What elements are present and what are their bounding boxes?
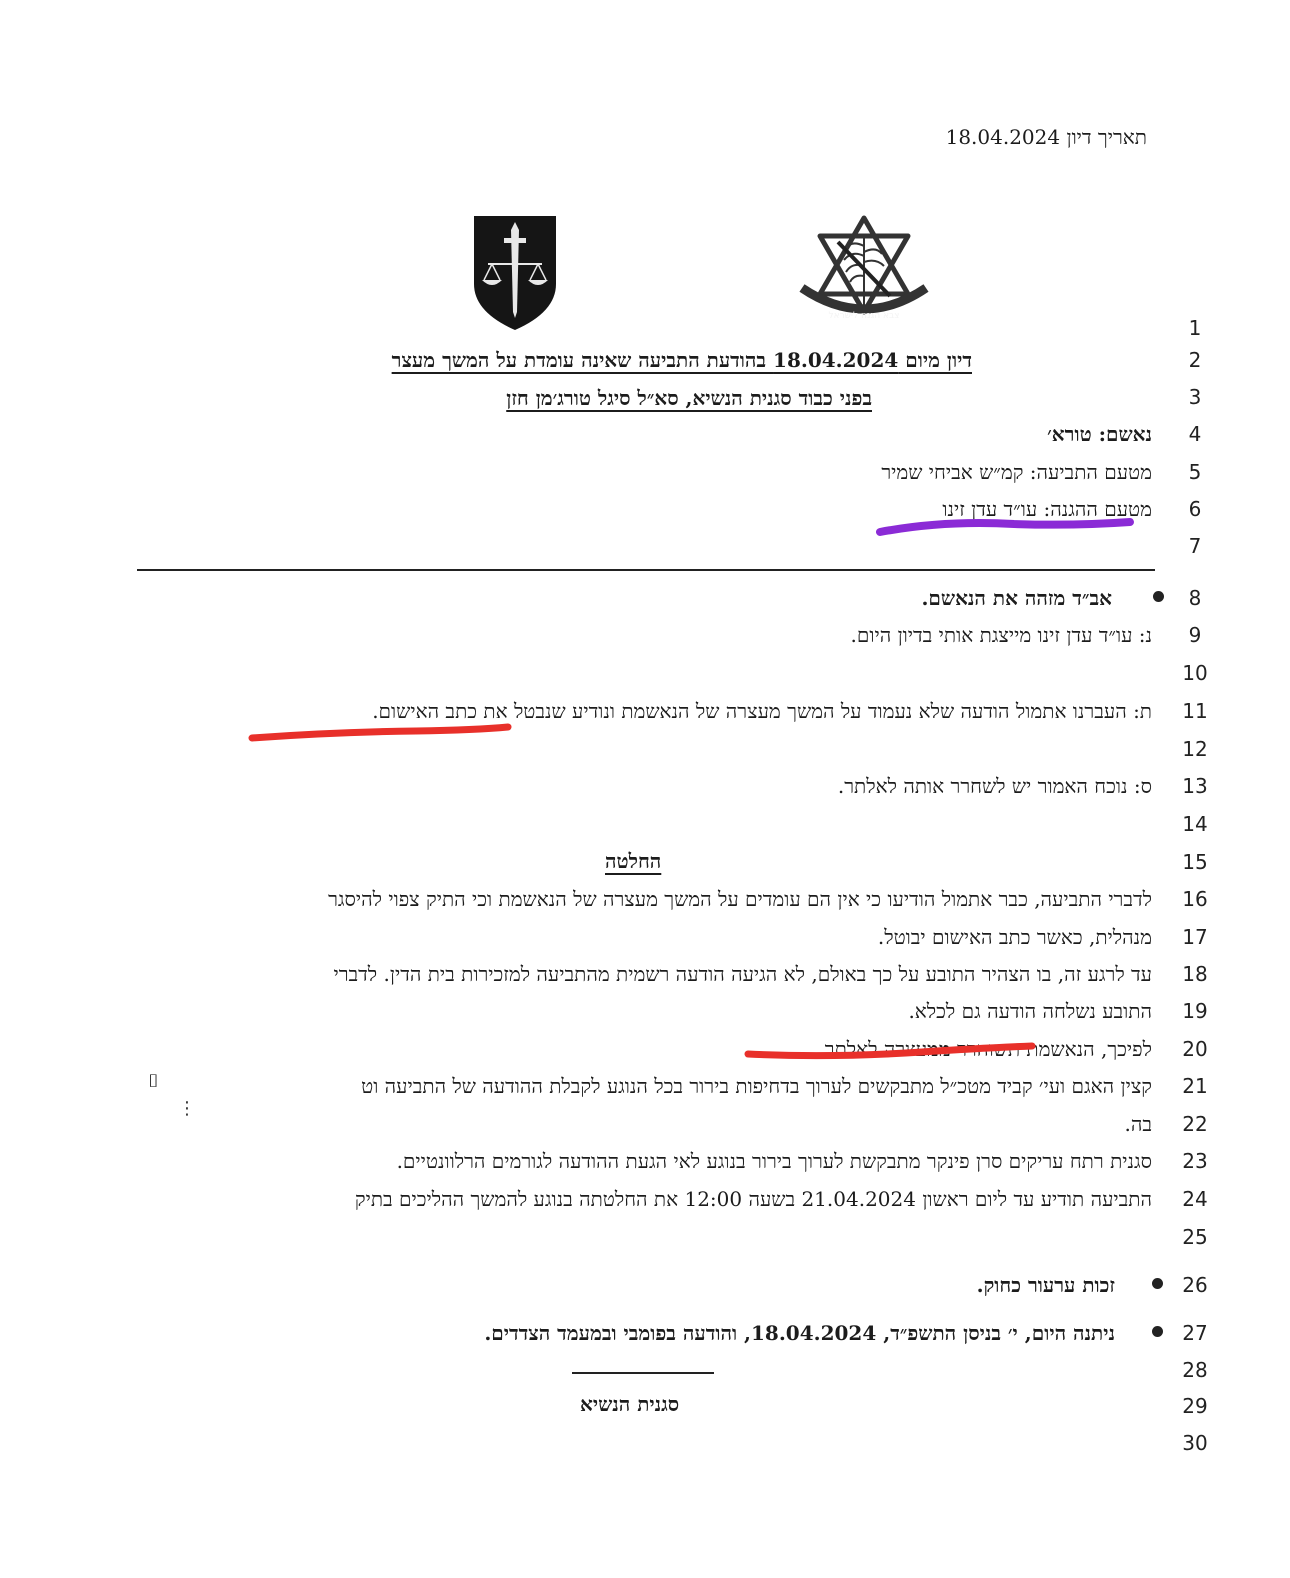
line-number: 25: [1182, 1225, 1208, 1249]
line-number: 22: [1182, 1112, 1208, 1136]
decision-line: בה.: [1124, 1112, 1152, 1136]
line-number: 2: [1188, 348, 1202, 372]
line-number: 8: [1188, 586, 1202, 610]
appeal-line: זכות ערעור כחוק.: [976, 1273, 1115, 1297]
scan-artifact-icon: ⋮: [178, 1098, 196, 1119]
line-number: 21: [1182, 1074, 1208, 1098]
decision-heading: החלטה: [605, 849, 662, 873]
line-number: 11: [1182, 699, 1208, 723]
line-number: 17: [1182, 925, 1208, 949]
decision-line: התובע נשלחה הודעה גם לכלא.: [908, 999, 1152, 1023]
red-highlight-mark: [742, 1040, 1038, 1064]
line-number: 9: [1188, 623, 1202, 647]
line-number: 26: [1182, 1273, 1208, 1297]
line-number: 12: [1182, 737, 1208, 761]
decision-line: לפיכך, הנאשמת תשוחרר ממעצרה לאלתר.: [818, 1037, 1152, 1061]
line-number: 7: [1188, 534, 1202, 558]
judge-line: בפני כבוד סגנית הנשיא, סא״ל סיגל טורג׳מן חזן: [506, 386, 872, 410]
line-number: 13: [1182, 774, 1208, 798]
line-number: 16: [1182, 887, 1208, 911]
line-number: 6: [1188, 497, 1202, 521]
line-number: 4: [1188, 422, 1202, 446]
emblem-text: צבא הגנה לישראל: [828, 311, 900, 321]
hearing-date: תאריך דיון 18.04.2024: [945, 125, 1147, 149]
line-number: 30: [1182, 1431, 1208, 1455]
line-number: 18: [1182, 962, 1208, 986]
line-number: 15: [1182, 850, 1208, 874]
prosecution-statement: ת: העברנו אתמול הודעה שלא נעמוד על המשך מעצרה של הנאשמת ונודיע שנבטל את כתב האישום.: [372, 699, 1152, 723]
decision-line: מנהלית, כאשר כתב האישום יבוטל.: [877, 925, 1152, 949]
decision-line: עד לרגע זה, בו הצהיר התובע על כך באולם, לא הגיעה הודעה רשמית מהתביעה למזכירות בית הדין. לדברי: [333, 962, 1152, 986]
idf-star-emblem: [798, 212, 930, 330]
line-number: 1: [1188, 316, 1202, 340]
line-number: 14: [1182, 812, 1208, 836]
line-number: 3: [1188, 385, 1202, 409]
accused-line: נאשם: טורא׳: [1047, 422, 1152, 446]
decision-line: לדברי התביעה, כבר אתמול הודיעו כי אין הם עומדים על המשך מעצרה של הנאשמת וכי התיק צפוי להיסגר: [328, 887, 1152, 911]
decision-line: סגנית רתח עריקים סרן פינקר מתבקשת לערוך בירור בנוגע לאי הגעת ההודעה לגורמים הרלוונטיים.: [396, 1149, 1152, 1173]
line-number: 28: [1182, 1358, 1208, 1382]
decision-line: התביעה תודיע עד ליום ראשון 21.04.2024 בשעה 12:00 את החלטתה בנוגע להמשך ההליכים בתיק: [354, 1187, 1152, 1211]
given-line: ניתנה היום, י׳ בניסן התשפ״ד, 18.04.2024, והודעה בפומבי ובמעמד הצדדים.: [484, 1321, 1115, 1345]
line-number: 20: [1182, 1037, 1208, 1061]
bullet: [1153, 591, 1164, 602]
section-divider: [137, 569, 1155, 571]
line-number: 29: [1182, 1394, 1208, 1418]
decision-line: קצין האגם ועי׳ קביד מטכ״ל מתבקשים לערוך בדחיפות בירור בכל הנוגע לקבלת ההודעה של התביעה וט: [361, 1074, 1152, 1098]
balance-scale-sword-emblem: [470, 212, 560, 334]
signature-title: סגנית הנשיא: [580, 1392, 680, 1416]
line-number: 27: [1182, 1321, 1208, 1345]
line-number: 10: [1182, 661, 1208, 685]
line-number: 23: [1182, 1149, 1208, 1173]
identification-line: אב״ד מזהה את הנאשם.: [921, 586, 1112, 610]
defense-statement: נ: עו״ד עדן זינו מייצגת אותי בדיון היום.: [850, 623, 1152, 647]
purple-highlight-mark: [874, 514, 1136, 540]
red-highlight-mark: [246, 722, 514, 744]
line-number: 5: [1188, 460, 1202, 484]
defense-rep: מטעם ההגנה: עו״ד עדן זינו: [942, 497, 1152, 521]
bullet: [1152, 1278, 1163, 1289]
line-number: 19: [1182, 999, 1208, 1023]
hearing-title: דיון מיום 18.04.2024 בהודעת התביעה שאינה עומדת על המשך מעצר: [391, 348, 972, 372]
scan-artifact-icon: ⌷: [148, 1071, 159, 1092]
defense-request: ס: נוכח האמור יש לשחרר אותה לאלתר.: [837, 774, 1152, 798]
prosecution-rep: מטעם התביעה: קמ״ש אביחי שמיר: [881, 460, 1152, 484]
line-number: 24: [1182, 1187, 1208, 1211]
signature-line: [572, 1372, 714, 1374]
bullet: [1152, 1326, 1163, 1337]
